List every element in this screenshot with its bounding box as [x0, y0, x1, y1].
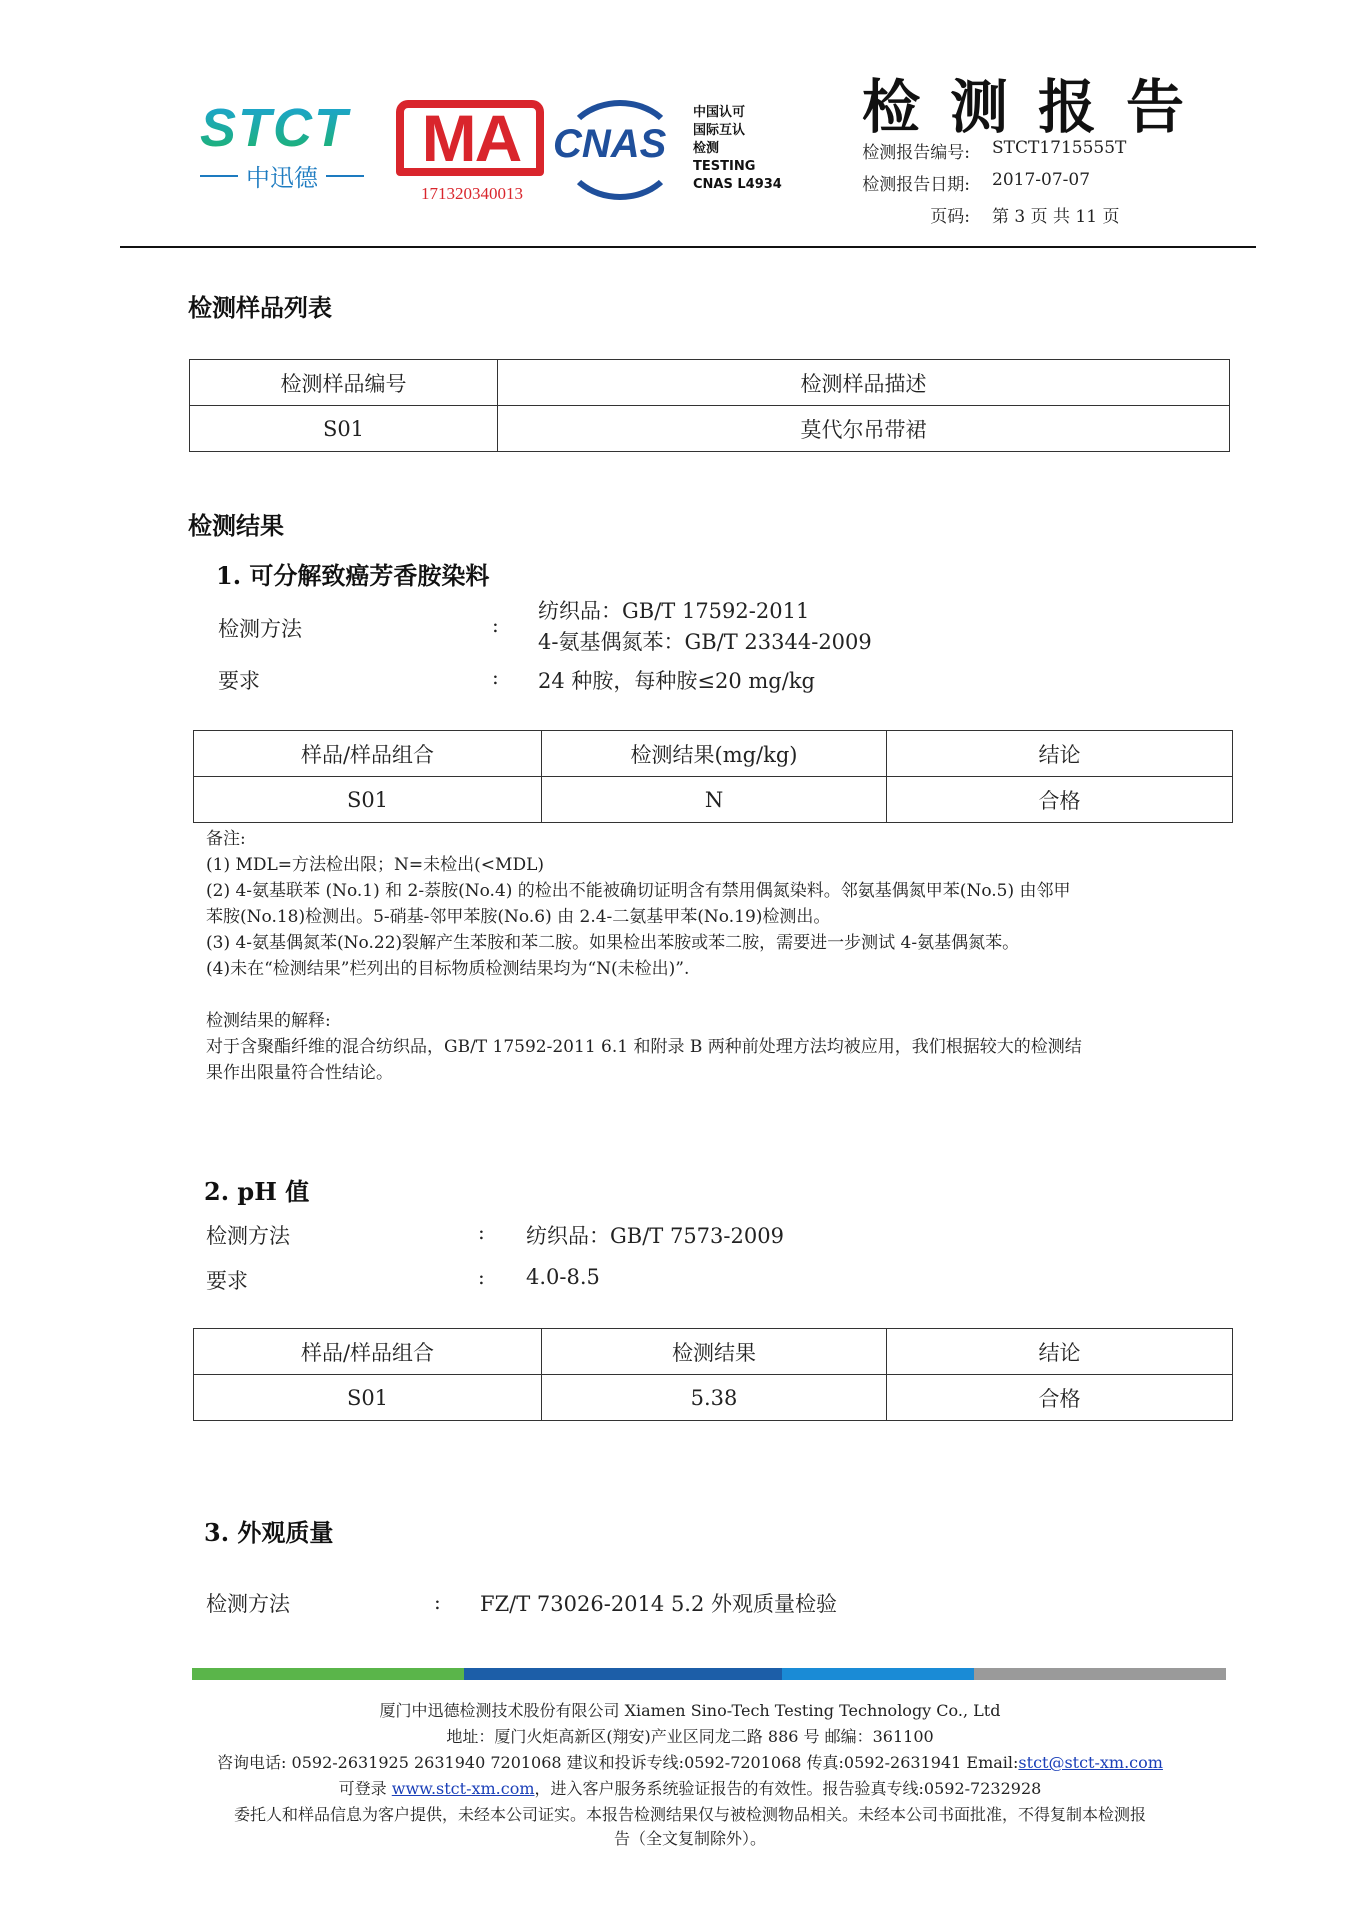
- section-1-method: 纺织品：GB/T 17592-2011 4-氨基偶氮苯：GB/T 23344-2009: [538, 599, 872, 654]
- section-2-method-label: 检测方法: [206, 1224, 290, 1248]
- result-interpretation: 检测结果的解释: 对于含聚酯纤维的混合纺织品，GB/T 17592-2011 6.1 和附录 B 两种前处理方法均被应用，我们根据较大的检测结 果作出限量符合性结论。: [206, 1008, 1216, 1086]
- list-item: (4)未在“检测结果”栏列出的目标物质检测结果均为“N(未检出)”.: [206, 959, 690, 979]
- footer-disclaimer: 委托人和样品信息为客户提供，未经本公司证实。本报告检测结果仅与被检测物品相关。未经本公司书面批准，不得复制本检测报: [233, 1805, 1146, 1824]
- report-title: 检测报告: [862, 73, 1215, 141]
- cnas-logo-text: CNAS: [553, 122, 667, 166]
- footer-bar-blue: [464, 1668, 782, 1680]
- stct-logo: [200, 100, 390, 193]
- report-date: 2017-07-07: [992, 170, 1091, 190]
- section-2-requirement: 4.0-8.5: [526, 1265, 600, 1289]
- table-header-row: 样品/样品组合 检测结果(mg/kg) 结论: [194, 731, 1233, 777]
- section-1-notes: [206, 826, 1216, 982]
- section-3-method: FZ/T 73026-2014 5.2 外观质量检验: [480, 1592, 838, 1616]
- report-number: STCT1715555T: [992, 138, 1127, 158]
- email-link[interactable]: stct@stct-xm.com: [1018, 1753, 1163, 1772]
- table-row: S01 N 合格: [194, 777, 1233, 823]
- section-2-title: 2. pH 值: [204, 1177, 310, 1206]
- stct-logo-text: STCT: [200, 100, 390, 156]
- section-2-requirement-label: 要求: [206, 1269, 248, 1293]
- list-item: 苯胺(No.18)检测出。5-硝基-邻甲苯胺(No.6) 由 2.4-二氨基甲苯(No.19)检测出。: [206, 907, 831, 927]
- section-3-method-label: 检测方法: [206, 1592, 290, 1616]
- section-1-results-table: [193, 730, 1233, 823]
- list-item: (1) MDL=方法检出限；N=未检出(<MDL): [206, 855, 545, 875]
- footer-contact: 咨询电话: 0592-2631925 2631940 7201068 建议和投诉专线:0592-7201068 传真:0592-2631941 Email:stct@stct-xm.com: [217, 1753, 1163, 1772]
- notes-title: 备注:: [206, 829, 246, 849]
- page-number: 第 3 页 共 11 页: [992, 207, 1120, 227]
- cma-logo-text: MA: [421, 101, 521, 175]
- list-item: (2) 4-氨基联苯 (No.1) 和 2-萘胺(No.4) 的检出不能被确切证明含有禁用偶氮染料。邻氨基偶氮甲苯(No.5) 由邻甲: [206, 881, 1071, 901]
- website-link[interactable]: www.stct-xm.com: [391, 1779, 535, 1798]
- table-row: S01 5.38 合格: [194, 1375, 1233, 1421]
- cnas-accreditation-text: 中国认可 国际互认 检测 TESTING CNAS L4934: [693, 105, 782, 192]
- section-2-method: 纺织品：GB/T 7573-2009: [526, 1224, 784, 1248]
- table-row: S01 莫代尔吊带裙: [190, 406, 1230, 452]
- section-1-requirement: 24 种胺，每种胺≤20 mg/kg: [538, 669, 815, 693]
- sample-list-table: [189, 359, 1230, 452]
- footer-company: 厦门中迅德检测技术股份有限公司 Xiamen Sino-Tech Testing Technology Co., Ltd: [379, 1701, 1001, 1720]
- table-header-row: 检测样品编号 检测样品描述: [190, 360, 1230, 406]
- footer-verification: 可登录 www.stct-xm.com，进入客户服务系统验证报告的有效性。报告验真专线:0592-7232928: [338, 1779, 1042, 1798]
- section-1-requirement-label: 要求: [218, 669, 260, 693]
- list-item: (3) 4-氨基偶氮苯(No.22)裂解产生苯胺和苯二胺。如果检出苯胺或苯二胺，需要进一步测试 4-氨基偶氮苯。: [206, 933, 1020, 953]
- section-1-title: 1. 可分解致癌芳香胺染料: [216, 561, 490, 590]
- table-header-row: 样品/样品组合 检测结果 结论: [194, 1329, 1233, 1375]
- interpretation-title: 检测结果的解释:: [206, 1011, 331, 1031]
- footer-bar-gray: [974, 1668, 1226, 1680]
- footer-disclaimer-cont: 告（全文复制除外）。: [613, 1829, 766, 1848]
- section-2-results-table: [193, 1328, 1233, 1421]
- footer-bar-green: [192, 1668, 464, 1680]
- section-1-method-label: 检测方法: [218, 617, 302, 641]
- report-number-row: 检测报告编号: STCT1715555T: [862, 138, 1127, 163]
- sample-list-heading: 检测样品列表: [188, 293, 332, 322]
- cnas-logo: [553, 100, 683, 200]
- section-3-title: 3. 外观质量: [204, 1518, 334, 1547]
- results-heading: 检测结果: [188, 511, 284, 540]
- header-divider: [120, 246, 1256, 248]
- stct-logo-subtitle: 中迅德: [246, 164, 318, 192]
- page-number-row: 页码: 第 3 页 共 11 页: [820, 202, 1119, 227]
- report-date-row: 检测报告日期: 2017-07-07: [862, 170, 1091, 195]
- cma-number: 171320340013: [421, 184, 523, 203]
- cma-logo: [396, 100, 546, 210]
- footer-bar-lightblue: [782, 1668, 974, 1680]
- footer-address: 地址：厦门火炬高新区(翔安)产业区同龙二路 886 号 邮编：361100: [446, 1727, 934, 1746]
